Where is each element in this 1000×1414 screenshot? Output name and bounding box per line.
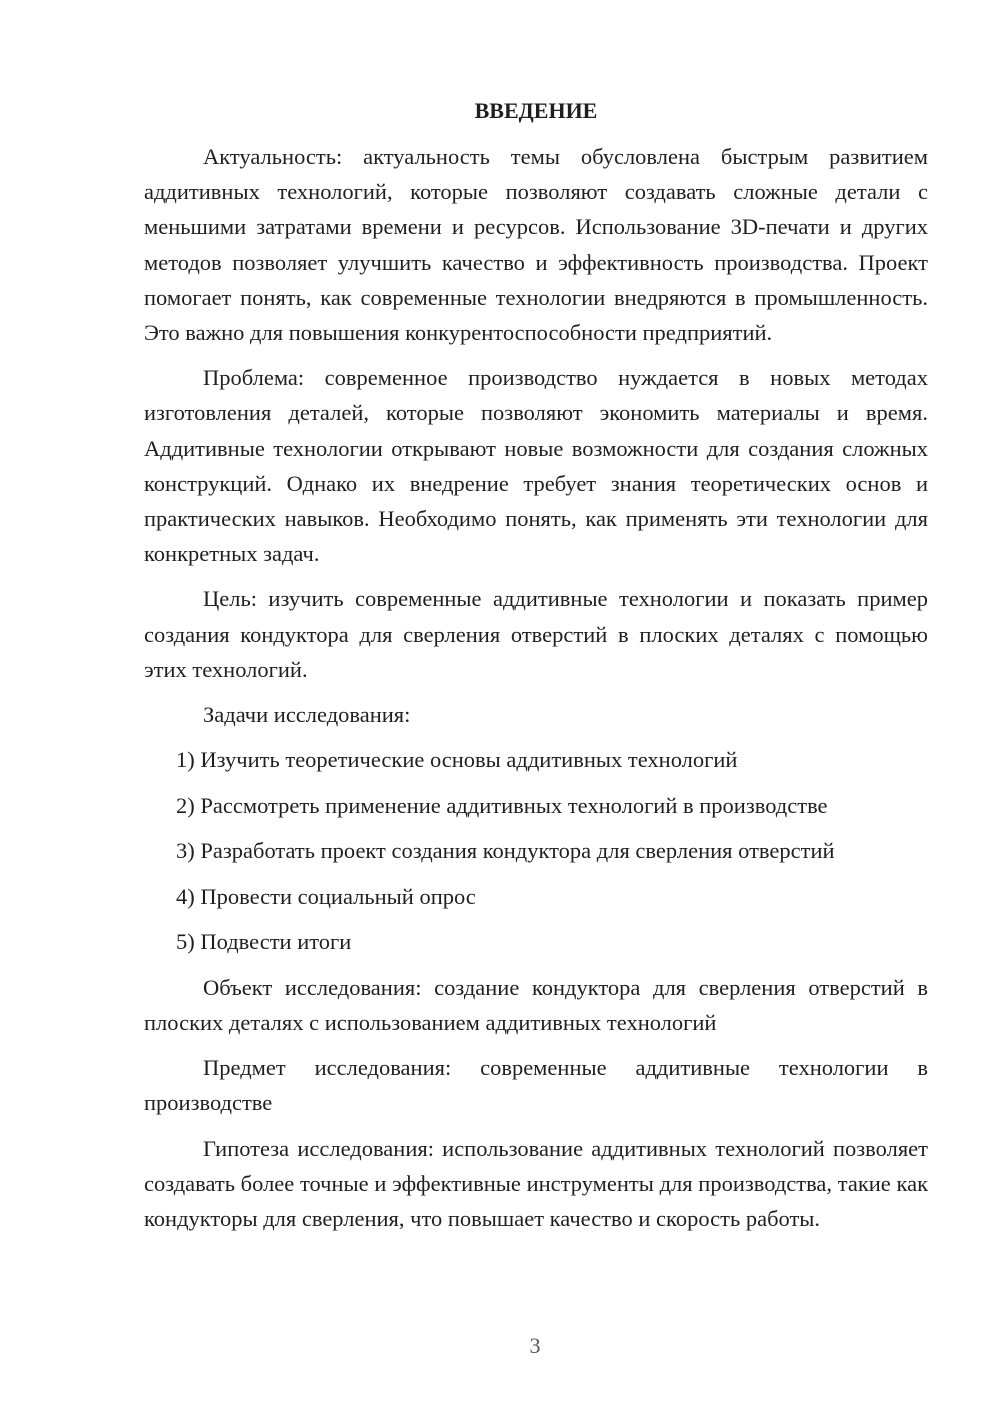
- paragraph-goal: Цель: изучить современные аддитивные технологии и показать пример создания кондуктора для сверления отверстий в плоских деталях с помощью этих технологий.: [144, 586, 928, 682]
- tasks-heading: Задачи исследования:: [203, 702, 411, 728]
- task-item-2: 2) Рассмотреть применение аддитивных технологий в производстве: [176, 792, 828, 818]
- page-number: 3: [529, 1333, 541, 1358]
- task-item-4: 4) Провести социальный опрос: [176, 883, 476, 909]
- page-title: ВВЕДЕНИЕ: [474, 98, 598, 123]
- document-page: [144, 95, 928, 1246]
- paragraph-problem: Проблема: современное производство нуждается в новых методах изготовления деталей, которые позволяют экономить материалы и время. Аддитивные технологии открывают новые возможности для создания сложных конструкций. Однако их внедрение требует знания теоретических основ и практических навыков. Необходимо понять, как применять эти технологии для конкретных задач.: [144, 365, 928, 567]
- task-item-1: 1) Изучить теоретические основы аддитивных технологий: [176, 747, 738, 773]
- tasks-list: [144, 742, 928, 959]
- paragraph-object: Объект исследования: создание кондуктора для сверления отверстий в плоских деталях с использованием аддитивных технологий: [144, 974, 928, 1035]
- paragraph-hypothesis: Гипотеза исследования: использование аддитивных технологий позволяет создавать более точные и эффективные инструменты для производства, такие как кондукторы для сверления, что повышает качество и скорость работы.: [144, 1135, 928, 1231]
- task-item-3: 3) Разработать проект создания кондуктора для сверления отверстий: [176, 838, 835, 864]
- paragraph-subject: Предмет исследования: современные аддитивные технологии в производстве: [144, 1055, 928, 1116]
- task-item-5: 5) Подвести итоги: [176, 929, 352, 955]
- paragraph-relevance: Актуальность: актуальность темы обусловлена быстрым развитием аддитивных технологий, которые позволяют создавать сложные детали с меньшими затратами времени и ресурсов. Использование 3D-печати и других методов позволяет улучшить качество и эффективность производства. Проект помогает понять, как современные технологии внедряются в промышленность. Это важно для повышения конкурентоспособности предприятий.: [144, 144, 928, 346]
